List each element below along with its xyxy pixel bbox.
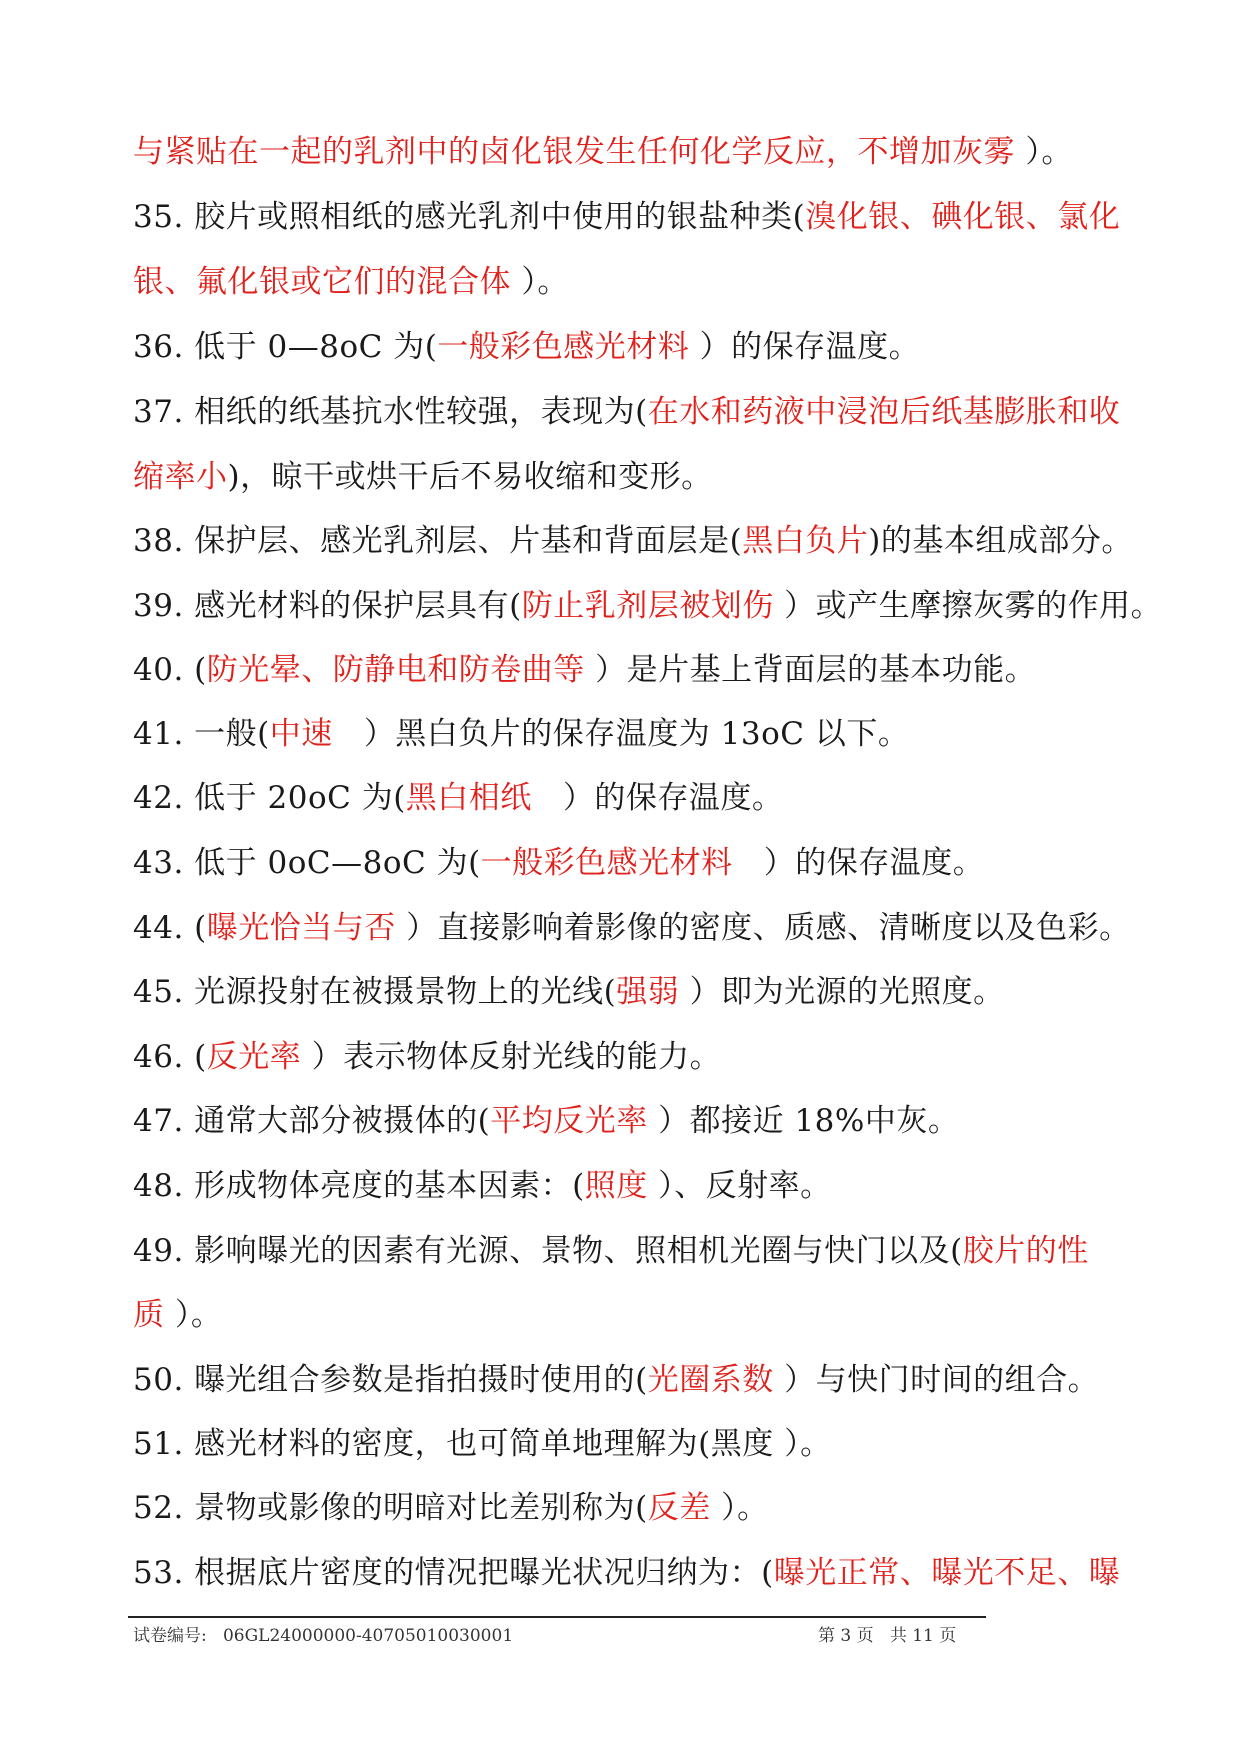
answer-text: 黑白负片: [742, 523, 869, 559]
answer-text: 防止乳剂层被划伤: [521, 588, 785, 624]
text-line: [133, 972, 1183, 1012]
question-text: 44. (: [133, 910, 207, 946]
text-line: [133, 262, 1183, 302]
question-text: ）都接近 18%中灰。: [658, 1103, 960, 1139]
question-text: ）与快门时间的组合。: [784, 1362, 1100, 1398]
footer-rule: [128, 1616, 986, 1618]
text-line: [133, 1424, 1183, 1464]
answer-text: 光圈系数: [647, 1362, 785, 1398]
footer-exam-number: 试卷编号: 06GL24000000-40705010030001: [133, 1626, 514, 1646]
question-text: ）的保存温度。: [562, 780, 784, 816]
question-text: 37. 相纸的纸基抗水性较强，表现为(: [133, 394, 648, 430]
answer-text: 曝光恰当与否: [206, 910, 407, 946]
answer-text: 质: [133, 1297, 175, 1333]
question-text: ）。: [721, 1490, 769, 1526]
answer-text: 强弱: [616, 974, 690, 1010]
text-line: [133, 714, 1183, 754]
question-text: ）的保存温度。: [699, 329, 921, 365]
question-text: 43. 低于 0oC—8oC 为(: [133, 845, 481, 881]
answer-text: 黑白相纸: [405, 780, 563, 816]
question-text: 49. 影响曝光的因素有光源、景物、照相机光圈与快门以及(: [133, 1233, 963, 1269]
question-text: ）是片基上背面层的基本功能。: [595, 652, 1037, 688]
question-text: 42. 低于 20oC 为(: [133, 780, 406, 816]
answer-text: 与紧贴在一起的乳剂中的卤化银发生任何化学反应，不增加灰雾: [133, 134, 1026, 170]
question-text: 53. 根据底片密度的情况把曝光状况归纳为：(: [133, 1555, 774, 1591]
question-text: ）、反射率。: [658, 1168, 832, 1204]
question-text: 40. (: [133, 652, 207, 688]
question-text: 41. 一般(: [133, 716, 270, 752]
question-text: 50. 曝光组合参数是指拍摄时使用的(: [133, 1362, 648, 1398]
answer-text: 中速: [269, 716, 364, 752]
question-text: ）的保存温度。: [763, 845, 985, 881]
text-line: [133, 392, 1183, 432]
answer-text: 一般彩色感光材料: [437, 329, 700, 365]
answer-text: 胶片的性: [962, 1233, 1089, 1269]
answer-text: 一般彩色感光材料: [480, 845, 764, 881]
text-line: [133, 1166, 1183, 1206]
question-text: )的基本组成部分。: [868, 523, 1133, 559]
text-line: [133, 197, 1183, 237]
text-line: [133, 1231, 1183, 1271]
answer-text: 缩率小: [133, 459, 228, 495]
text-line: [133, 1553, 1183, 1593]
question-text: ）。: [521, 264, 569, 300]
text-line: [133, 1295, 1183, 1335]
question-text: 46. (: [133, 1039, 207, 1075]
question-text: 38. 保护层、感光乳剂层、片基和背面层是(: [133, 523, 743, 559]
text-line: [133, 1037, 1183, 1077]
answer-text: 银、氟化银或它们的混合体: [133, 264, 522, 300]
question-text: ）表示物体反射光线的能力。: [311, 1039, 722, 1075]
text-line: [133, 908, 1183, 948]
text-line: [133, 778, 1183, 818]
answer-text: 曝光正常、曝光不足、曝: [773, 1555, 1121, 1591]
answer-text: 平均反光率: [490, 1103, 659, 1139]
answer-text: 防光晕、防静电和防卷曲等: [206, 652, 596, 688]
footer-page-number: 第 3 页 共 11 页: [818, 1626, 957, 1646]
question-text: 35. 胶片或照相纸的感光乳剂中使用的银盐种类(: [133, 199, 806, 235]
text-line: [133, 132, 1183, 172]
answer-text: 照度: [584, 1168, 659, 1204]
question-text: 51. 感光材料的密度，也可简单地理解为(黑度 ）。: [133, 1426, 832, 1462]
question-text: ）。: [1025, 134, 1073, 170]
question-text: ）黑白负片的保存温度为 13oC 以下。: [363, 716, 910, 752]
answer-text: 溴化银、碘化银、氯化: [805, 199, 1121, 235]
answer-text: 反光率: [206, 1039, 312, 1075]
question-text: 47. 通常大部分被摄体的(: [133, 1103, 491, 1139]
text-line: [133, 586, 1183, 626]
question-text: 45. 光源投射在被摄景物上的光线(: [133, 974, 617, 1010]
text-line: [133, 327, 1183, 367]
question-text: 52. 景物或影像的明暗对比差别称为(: [133, 1490, 648, 1526]
text-line: [133, 521, 1183, 561]
text-line: [133, 457, 1183, 497]
answer-text: 反差: [647, 1490, 722, 1526]
text-line: [133, 650, 1183, 690]
text-line: [133, 1488, 1183, 1528]
question-text: 36. 低于 0—8oC 为(: [133, 329, 438, 365]
question-text: )，晾干或烘干后不易收缩和变形。: [227, 459, 713, 495]
question-text: ）即为光源的光照度。: [689, 974, 1005, 1010]
question-text: ）。: [174, 1297, 223, 1333]
question-text: ）或产生摩擦灰雾的作用。: [784, 588, 1163, 624]
question-text: 39. 感光材料的保护层具有(: [133, 588, 522, 624]
question-text: ）直接影响着影像的密度、质感、清晰度以及色彩。: [406, 910, 1131, 946]
text-line: [133, 1101, 1183, 1141]
answer-text: 在水和药液中浸泡后纸基膨胀和收: [647, 394, 1121, 430]
question-text: 48. 形成物体亮度的基本因素：(: [133, 1168, 585, 1204]
text-line: [133, 843, 1183, 883]
text-line: [133, 1360, 1183, 1400]
